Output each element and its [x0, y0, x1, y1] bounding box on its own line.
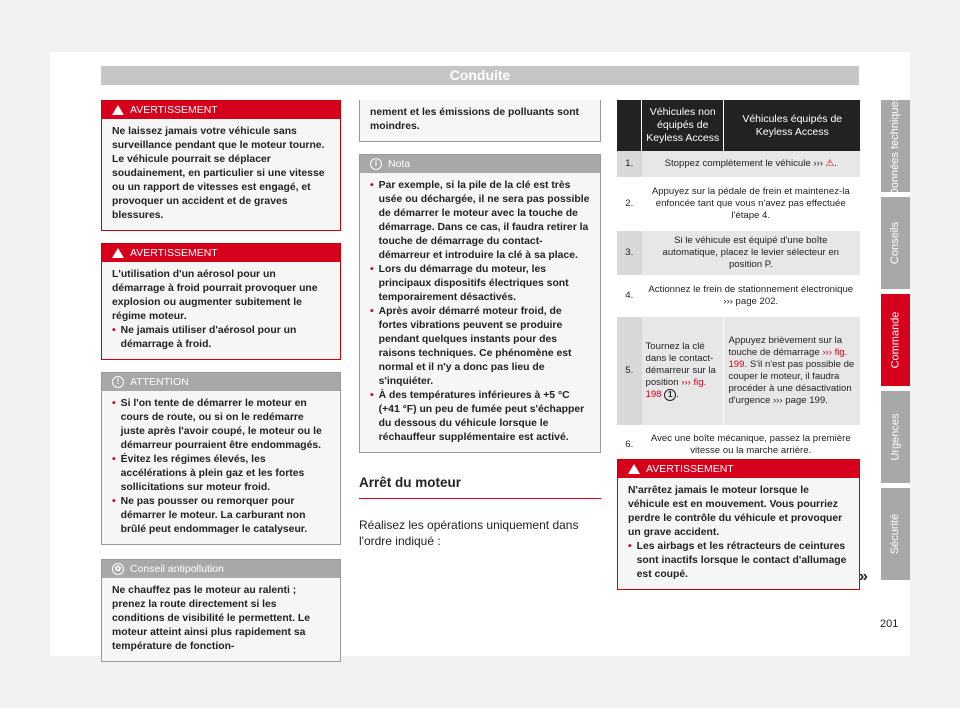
procedure-table	[617, 100, 860, 465]
chapter-header: Conduite	[101, 66, 859, 85]
table-row: 4. Actionnez le frein de stationnement électronique ››› page 202.	[617, 276, 860, 317]
table-row: 2. Appuyez sur la pédale de frein et maintenez-la enfoncée tant que vous n'avez pas effectuée l'étape 4.	[617, 178, 860, 231]
nota-bullet: Par exemple, si la pile de la clé est très usée ou déchargée, il ne sera pas possible de démarrer le moteur avec la touche de démarrage. Dans ce cas, il faudra retirer la touche de démarrage du contact-démarreur et introduire la clé à sa place.	[378, 180, 590, 261]
nota-title: Nota	[388, 158, 411, 170]
eco-text: Ne chauffez pas le moteur au ralenti ; prenez la route directement si les conditions de visibilité le permettent. Le moteur atteint ainsi plus rapidement sa température de fonction-	[112, 585, 311, 652]
tab-conseils[interactable]: Conseils	[881, 197, 910, 289]
step-number-badge: 1	[664, 389, 676, 401]
tab-commande[interactable]: Commande	[881, 294, 910, 386]
tab-urgences[interactable]: Urgences	[881, 391, 910, 483]
attention-title: ATTENTION	[130, 376, 189, 388]
table-row: 1. Stoppez complètement le véhicule ››› ⚠.	[617, 151, 860, 178]
warning-box-2: AVERTISSEMENT L'utilisation d'un aérosol pour un démarrage à froid pourrait provoquer une explosion ou augmenter subitement le régime moteur. • Ne jamais utiliser d'aérosol pour un démarrage à froid.	[101, 243, 341, 360]
tab-donnees-techniques[interactable]: Données techniques	[881, 100, 910, 192]
nota-bullet: Lors du démarrage du moteur, les principaux dispositifs électriques sont temporairement désactivés.	[378, 264, 569, 303]
table-row: 6. Avec une boîte mécanique, passez la première vitesse ou la marche arrière.	[617, 426, 860, 465]
continue-arrow: »	[859, 568, 868, 585]
note-icon: i	[370, 158, 382, 170]
eco-text-continued: nement et les émissions de polluants sont moindres.	[370, 107, 580, 132]
attention-bullet: Si l'on tente de démarrer le moteur en cours de route, ou si on le redémarre juste après l'avoir coupé, le moteur ou le démarreur pourraient être endommagés.	[120, 398, 322, 451]
left-column	[101, 100, 341, 674]
attention-bullet: Ne pas pousser ou remorquer pour démarrer le moteur. La carburant non brûlé peut endommager le catalyseur.	[120, 496, 308, 535]
table-header: Véhicules équipés de Keyless Access	[724, 100, 860, 151]
section-title: Arrêt du moteur	[359, 475, 601, 499]
leaf-icon: ✿	[112, 563, 124, 575]
warning-text: N'arrêtez jamais le moteur lorsque le véhicule est en mouvement. Vous pourriez perdre le contrôle du véhicule et provoquer un grave accident.	[628, 485, 843, 538]
table-row: 5. Tournez la clé dans le contact-démarreur sur la position ››› fig. 198 1 . Appuyez brièvement sur la touche de démarrage ››› fig. 199. S'il n'est pas possible de couper le moteur, il faudra procéder à une désactivation d'urgence ››› page 199.	[617, 317, 860, 426]
table-header: Véhicules non équipés de Keyless Access	[642, 100, 724, 151]
warning-title: AVERTISSEMENT	[646, 463, 734, 475]
warning-bullet: Les airbags et les rétracteurs de ceintures sont inactifs lorsque le contact d'allumage est coupé.	[636, 541, 847, 580]
warning-text: Ne laissez jamais votre véhicule sans surveillance pendant que le moteur tourne. Le véhicule pourrait se déplacer soudainement, en particulier si une vitesse ou un rapport de vitesses est engagé, et provoquer un accident et de graves blessures.	[112, 126, 325, 221]
nota-bullet: Après avoir démarré moteur froid, de fortes vibrations peuvent se produire pendant quelques instants pour des raisons techniques. Ce phénomène est normal et il n'y a donc pas lieu de s'inquiéter.	[378, 306, 572, 387]
section-text: Réalisez les opérations uniquement dans l'ordre indiqué :	[359, 518, 579, 548]
attention-box: ! ATTENTION • Si l'on tente de démarrer le moteur en cours de route, ou si on le redémarre juste après l'avoir coupé, le moteur ou le démarreur pourraient être endommagés. • Évitez les régimes élevés, les accélérations à plein gaz et les fortes sollicitations sur moteur froid. • Ne pas pousser ou remorquer pour démarrer le moteur. La carburant non brûlé peut endommager le catalyseur.	[101, 372, 341, 545]
warning-ref-icon[interactable]: ⚠	[825, 158, 835, 169]
tab-securite[interactable]: Sécurité	[881, 488, 910, 580]
warning-title: AVERTISSEMENT	[130, 247, 218, 259]
warning-text: L'utilisation d'un aérosol pour un démarrage à froid pourrait provoquer une explosion ou augmenter subitement le régime moteur.	[112, 269, 318, 322]
page-number: 201	[880, 618, 899, 630]
nota-box: i Nota • Par exemple, si la pile de la clé est très usée ou déchargée, il ne sera pas possible de démarrer le moteur avec la touche de démarrage. Dans ce cas, il faudra retirer la touche de démarrage du contact-démarreur et introduire la clé à sa place. • Lors du démarrage du moteur, les principaux dispositifs électriques sont temporairement désactivés. • Après avoir démarré moteur froid, de fortes vibrations peuvent se produire pendant quelques instants pour des raisons techniques. Ce phénomène est normal et il n'y a donc pas lieu de s'inquiéter. • À des températures inférieures à +5 °C (+41 °F) un peu de fumée peut s'échapper du dessous du véhicule lorsque le réchauffeur supplémentaire est activé.	[359, 154, 601, 453]
warning-icon	[628, 464, 640, 474]
warning-bullet: Ne jamais utiliser d'aérosol pour un démarrage à froid.	[120, 325, 297, 350]
warning-title: AVERTISSEMENT	[130, 104, 218, 116]
eco-box-continued	[359, 100, 601, 142]
eco-box	[101, 559, 341, 662]
warning-box-3: AVERTISSEMENT N'arrêtez jamais le moteur lorsque le véhicule est en mouvement. Vous pourriez perdre le contrôle du véhicule et provoquer un grave accident. • Les airbags et les rétracteurs de ceintures sont inactifs lorsque le contact d'allumage est coupé.	[617, 459, 860, 590]
figure-link[interactable]: ››› fig. 198	[645, 377, 707, 400]
middle-column	[359, 100, 601, 549]
warning-icon	[112, 105, 124, 115]
figure-link[interactable]: ››› fig. 199.	[728, 347, 848, 370]
table-row: 3. Si le véhicule est équipé d'une boîte automatique, placez le levier sélecteur en position P.	[617, 231, 860, 276]
info-icon: !	[112, 376, 124, 388]
attention-bullet: Évitez les régimes élevés, les accélérations à plein gaz et les fortes sollicitations sur moteur froid.	[120, 454, 305, 493]
warning-box-1	[101, 100, 341, 231]
nota-bullet: À des températures inférieures à +5 °C (+41 °F) un peu de fumée peut s'échapper du dessous du véhicule lorsque le réchauffeur supplémentaire est activé.	[378, 390, 585, 443]
warning-icon	[112, 248, 124, 258]
eco-title: Conseil antipollution	[130, 563, 224, 575]
